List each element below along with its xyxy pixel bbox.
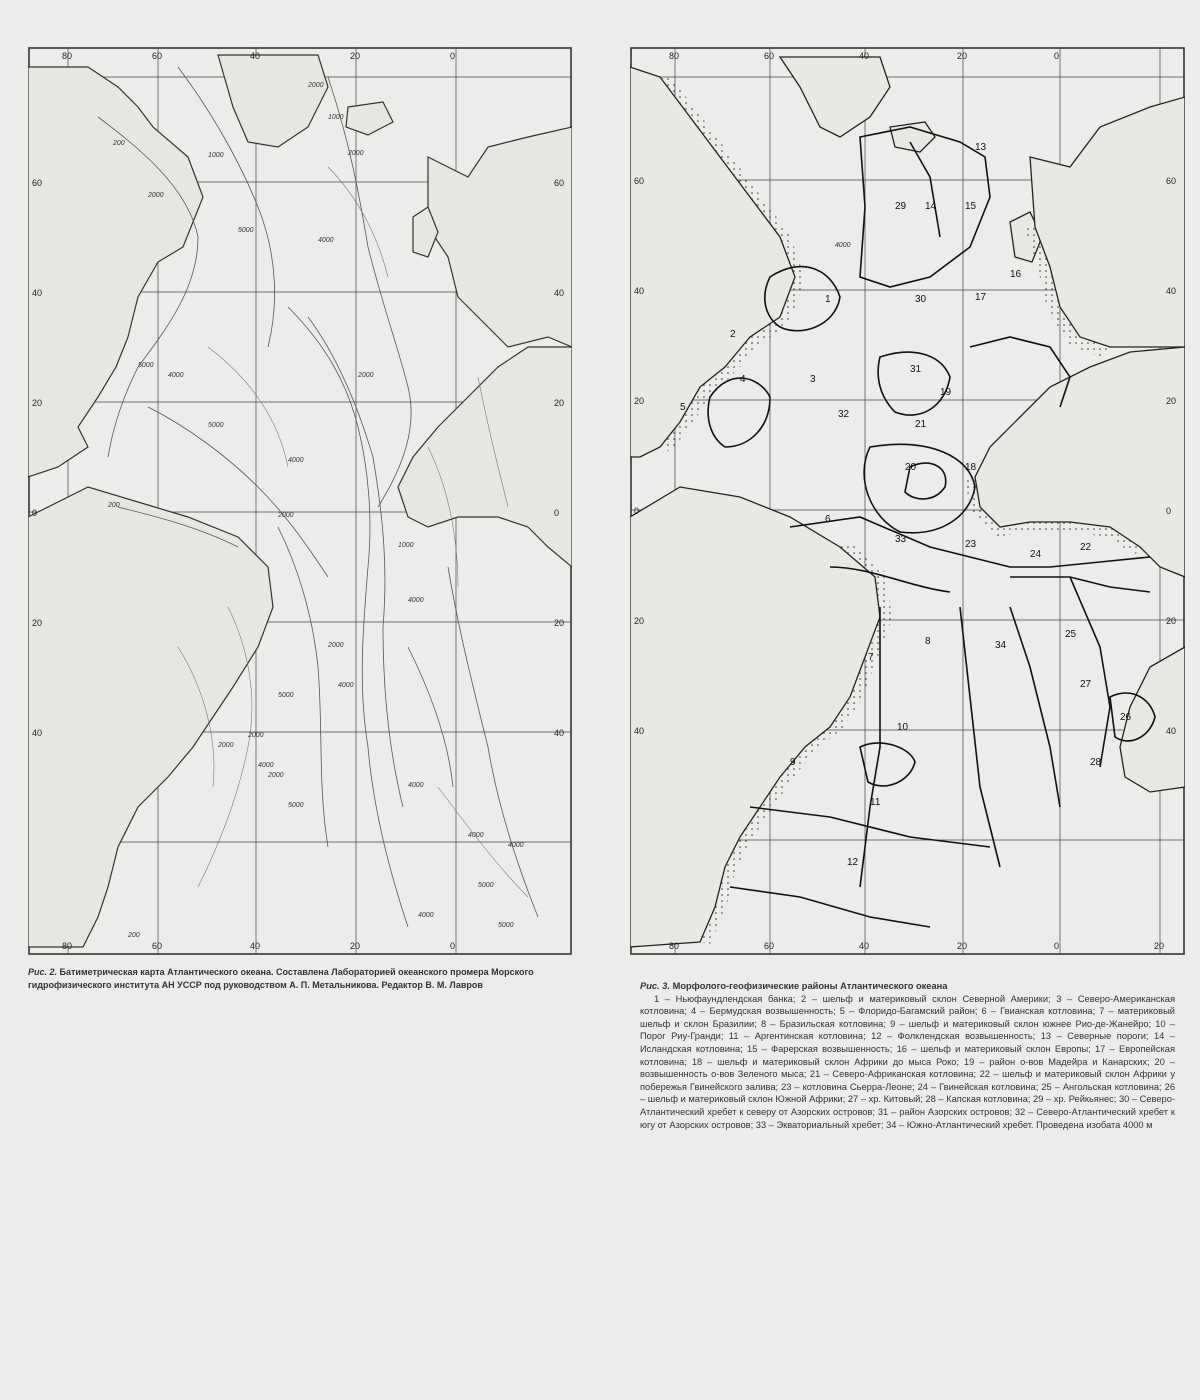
region-number: 16 bbox=[1010, 269, 1022, 280]
iceland bbox=[346, 102, 393, 135]
isobath-depth-label: 4000 bbox=[288, 457, 304, 464]
region-number: 13 bbox=[975, 142, 987, 153]
region-number: 18 bbox=[965, 462, 977, 473]
region-number: 21 bbox=[915, 419, 927, 430]
longitude-label-bottom: 20 bbox=[1154, 941, 1165, 951]
latitude-label-right: 60 bbox=[1166, 176, 1177, 186]
longitude-label-bottom: 20 bbox=[957, 941, 968, 951]
isobath-depth-label: 2000 bbox=[218, 742, 234, 749]
region-number: 32 bbox=[838, 409, 850, 420]
latitude-label-right: 20 bbox=[1166, 396, 1177, 406]
longitude-label-bottom: 40 bbox=[250, 941, 261, 951]
latitude-label-left: 20 bbox=[32, 618, 43, 628]
isobath-depth-label: 2000 bbox=[328, 642, 344, 649]
isobath-depth-label: 200 bbox=[128, 932, 140, 939]
isobath-depth-label: 1000 bbox=[328, 114, 344, 121]
region-number: 12 bbox=[847, 857, 859, 868]
region-number: 20 bbox=[905, 462, 917, 473]
isobath-depth-label: 5000 bbox=[288, 802, 304, 809]
region-number: 29 bbox=[895, 201, 907, 212]
region-number: 31 bbox=[910, 364, 922, 375]
figure-2-caption bbox=[28, 966, 576, 991]
latitude-label-left: 20 bbox=[32, 398, 43, 408]
region-number: 5 bbox=[680, 402, 686, 413]
longitude-label-bottom: 80 bbox=[669, 941, 680, 951]
latitude-label-right: 40 bbox=[554, 288, 565, 298]
longitude-label-top: 60 bbox=[764, 51, 775, 61]
longitude-label-top: 20 bbox=[350, 51, 361, 61]
europe-coast bbox=[428, 127, 572, 347]
morphological-regions-map bbox=[630, 47, 1185, 955]
latitude-label-left: 60 bbox=[32, 178, 43, 188]
isobath-depth-label: 2000 bbox=[248, 732, 264, 739]
africa-coast bbox=[398, 347, 572, 567]
longitude-label-bottom: 60 bbox=[764, 941, 775, 951]
region-number: 28 bbox=[1090, 757, 1102, 768]
longitude-label-bottom: 0 bbox=[1054, 941, 1060, 951]
isobath-depth-label: 2000 bbox=[358, 372, 374, 379]
latitude-label-left: 40 bbox=[634, 286, 645, 296]
region-number: 24 bbox=[1030, 549, 1042, 560]
isobath-depth-label: 4000 bbox=[418, 912, 434, 919]
isobath-depth-label: 2000 bbox=[348, 150, 364, 157]
region-number: 9 bbox=[790, 757, 796, 768]
north-america-coast bbox=[28, 67, 203, 477]
isobath-depth-label: 5000 bbox=[498, 922, 514, 929]
region-number: 30 bbox=[915, 294, 927, 305]
greenland-coast bbox=[218, 55, 328, 147]
region-number: 22 bbox=[1080, 542, 1092, 553]
latitude-label-left: 40 bbox=[634, 726, 645, 736]
figure-2-label: Рис. 2. bbox=[28, 967, 58, 977]
longitude-label-bottom: 0 bbox=[450, 941, 456, 951]
longitude-label-bottom: 40 bbox=[859, 941, 870, 951]
region-number: 26 bbox=[1120, 712, 1132, 723]
isobath-depth-label: 5000 bbox=[208, 422, 224, 429]
latitude-label-right: 0 bbox=[554, 508, 560, 518]
figure-2-text: Батиметрическая карта Атлантического океана. Составлена Лабораторией океанского промера Морского гидрофизического института АН УССР под руководством А. П. Метальникова. Редактор В. М. Лавров bbox=[28, 967, 534, 990]
region-number: 10 bbox=[897, 722, 909, 733]
latitude-label-right: 40 bbox=[554, 728, 565, 738]
isobath-depth-label: 2000 bbox=[268, 772, 284, 779]
region-number: 15 bbox=[965, 201, 977, 212]
south-america-coast bbox=[28, 487, 273, 947]
figure-3-label: Рис. 3. bbox=[640, 981, 670, 991]
isobath-depth-label: 1000 bbox=[208, 152, 224, 159]
isobath-depth-label: 2000 bbox=[308, 82, 324, 89]
latitude-label-right: 0 bbox=[1166, 506, 1172, 516]
isobath-depth-label: 200 bbox=[113, 140, 125, 147]
region-number: 14 bbox=[925, 201, 937, 212]
region-number: 7 bbox=[868, 652, 874, 663]
longitude-label-top: 40 bbox=[859, 51, 870, 61]
latitude-label-right: 20 bbox=[554, 398, 565, 408]
latitude-label-right: 20 bbox=[1166, 616, 1177, 626]
figure-3-caption bbox=[640, 980, 1175, 1131]
isobath-depth-label: 5000 bbox=[138, 362, 154, 369]
isobath-depth-label: 4000 bbox=[468, 832, 484, 839]
isobath-depth-label: 200 bbox=[108, 502, 120, 509]
longitude-label-bottom: 80 bbox=[62, 941, 73, 951]
latitude-label-left: 0 bbox=[634, 506, 640, 516]
longitude-label-top: 80 bbox=[62, 51, 73, 61]
region-number: 11 bbox=[870, 797, 881, 808]
region-number: 23 bbox=[965, 539, 977, 550]
isobath-depth-label: 2000 bbox=[148, 192, 164, 199]
isobath-depth-label: 5000 bbox=[238, 227, 254, 234]
latitude-label-left: 40 bbox=[32, 288, 43, 298]
region-number: 2 bbox=[730, 329, 736, 340]
region-number: 3 bbox=[810, 374, 816, 385]
bathymetric-map bbox=[28, 47, 572, 955]
longitude-label-top: 80 bbox=[669, 51, 680, 61]
longitude-label-bottom: 60 bbox=[152, 941, 163, 951]
longitude-label-top: 20 bbox=[957, 51, 968, 61]
longitude-label-top: 40 bbox=[250, 51, 261, 61]
region-number: 17 bbox=[975, 292, 987, 303]
isobath-depth-label: 1000 bbox=[398, 542, 414, 549]
isobath-depth-label: 4000 bbox=[408, 597, 424, 604]
longitude-label-bottom: 20 bbox=[350, 941, 361, 951]
isobath-depth-label: 5000 bbox=[478, 882, 494, 889]
latitude-label-right: 20 bbox=[554, 618, 565, 628]
region-number: 4 bbox=[740, 374, 746, 385]
isobath-depth-label: 2000 bbox=[278, 512, 294, 519]
longitude-label-top: 0 bbox=[450, 51, 456, 61]
latitude-label-left: 0 bbox=[32, 508, 38, 518]
latitude-label-left: 40 bbox=[32, 728, 43, 738]
isobath-depth-label: 5000 bbox=[278, 692, 294, 699]
longitude-label-top: 0 bbox=[1054, 51, 1060, 61]
latitude-label-right: 40 bbox=[1166, 286, 1177, 296]
isobath-label: 4000 bbox=[835, 242, 851, 249]
latitude-label-right: 40 bbox=[1166, 726, 1177, 736]
latitude-label-left: 60 bbox=[634, 176, 645, 186]
figure-3-title-line bbox=[640, 981, 947, 991]
longitude-label-top: 60 bbox=[152, 51, 163, 61]
latitude-label-right: 60 bbox=[554, 178, 565, 188]
figure-3-legend: 1 – Ньюфаундлендская банка; 2 – шельф и материковый склон Северной Америки; 3 – Северо-Американская котловина; 4 – Бермудская возвышенность; 5 – Флоридо-Багамский район; 6 – Гвианская котловина; 7 – материковый шельф и склон Бразилии; 8 – Бразильская котловина; 9 – шельф и материковый склон южнее Рио-де-Жанейро; 10 – Порог Риу-Гранди; 11 – Аргентинская котловина; 12 – Фолклендская возвышенность; 13 – Северные пороги; 14 – Исландская котловина; 15 – Фарерская возвышенность; 16 – шельф и материковый склон Европы; 17 – Европейская котловина; 18 – шельф и материковый склон Африки до мыса Роко; 19 – район о-вов Мадейра и Канарских; 20 – возвышенность о-вов Зеленого мыса; 21 – Северо-Африканская котловина; 22 – шельф и материковый склон Африки у побережья Гвинейского залива; 23 – котловина Сьерра-Леоне; 24 – Гвинейская котловина; 25 – Ангольская котловина; 26 – шельф и материковый склон Южной Африки; 27 – хр. Китовый; 28 – Капская котловина; 29 – хр. Рейкьянес; 30 – Северо-Атлантический хребет к северу от Азорских островов; 31 – район Азорских островов; 32 – Северо-Атлантический хребет к югу от Азорских островов; 33 – Экваториальный хребет; 34 – Южно-Атлантический хребет. Проведена изобата 4000 м bbox=[640, 993, 1175, 1130]
figure-3-title: Морфолого-геофизические районы Атлантического океана bbox=[672, 981, 948, 991]
latitude-label-left: 20 bbox=[634, 396, 645, 406]
region-number: 19 bbox=[940, 387, 952, 398]
region-number: 27 bbox=[1080, 679, 1092, 690]
region-number: 1 bbox=[825, 294, 831, 305]
region-number: 34 bbox=[995, 640, 1007, 651]
region-number: 33 bbox=[895, 534, 907, 545]
greenland-land bbox=[780, 57, 890, 137]
region-number: 8 bbox=[925, 636, 931, 647]
region-number: 25 bbox=[1065, 629, 1077, 640]
isobath-depth-label: 4000 bbox=[318, 237, 334, 244]
region-number: 6 bbox=[825, 514, 831, 525]
isobath-depth-label: 4000 bbox=[258, 762, 274, 769]
latitude-label-left: 20 bbox=[634, 616, 645, 626]
isobath-depth-label: 4000 bbox=[508, 842, 524, 849]
isobath-depth-label: 4000 bbox=[168, 372, 184, 379]
isobath-depth-label: 4000 bbox=[408, 782, 424, 789]
isobath-depth-label: 4000 bbox=[338, 682, 354, 689]
